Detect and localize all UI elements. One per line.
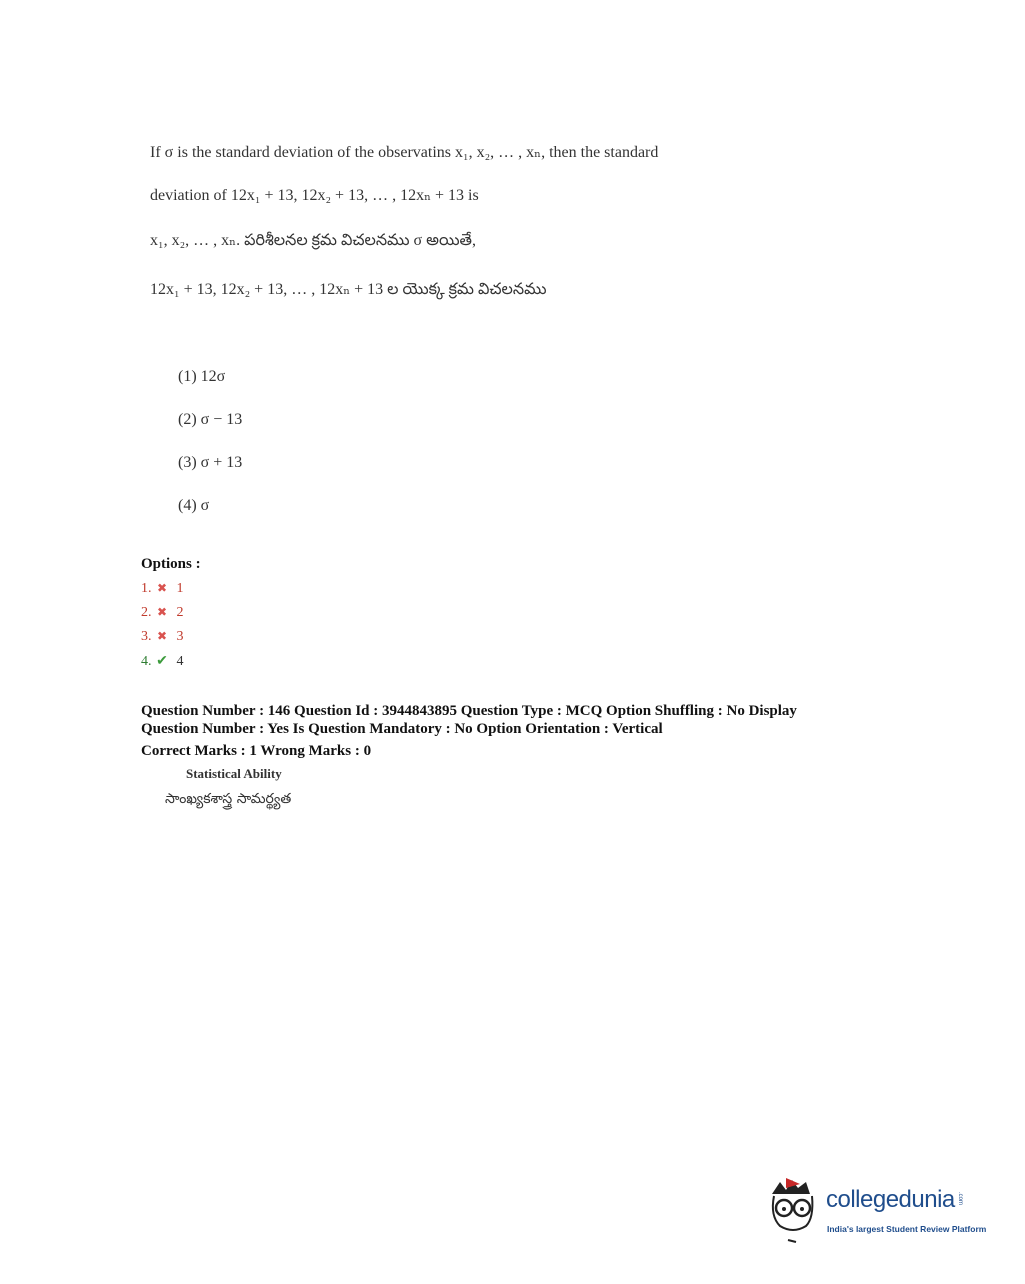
section-name-telugu: సాంఖ్యకశాస్త్ర సామర్థ్యత <box>165 791 292 807</box>
check-icon: ✔ <box>156 654 168 669</box>
answer-value: 4 <box>176 654 184 669</box>
answer-number: 3. <box>141 629 152 644</box>
answer-option-2 <box>141 605 184 621</box>
cross-icon: ✖ <box>156 605 168 619</box>
meta-line-3: Correct Marks : 1 Wrong Marks : 0 <box>141 743 372 759</box>
question-line-2: deviation of 12x₁ + 13, 12x₂ + 13, … , 12xₙ + 13 is <box>150 187 479 204</box>
choice-1: (1) 12σ <box>178 368 226 385</box>
question-line-4-telugu: 12x₁ + 13, 12x₂ + 13, … , 12xₙ + 13 ల యొక్క క్రమ విచలనము <box>150 281 547 298</box>
cross-icon: ✖ <box>156 581 168 595</box>
answer-option-4 <box>141 653 184 670</box>
answer-number: 2. <box>141 605 152 620</box>
meta-line-1: Question Number : 146 Question Id : 3944843895 Question Type : MCQ Option Shuffling : No Display <box>141 703 797 719</box>
answer-number: 1. <box>141 581 152 596</box>
question-line-1: If σ is the standard deviation of the observatins x₁, x₂, … , xₙ, then the standard <box>150 144 659 161</box>
answer-option-3 <box>141 629 184 645</box>
cross-icon: ✖ <box>156 629 168 643</box>
question-line-3-telugu: x₁, x₂, … , xₙ. పరిశీలనల క్రమ విచలనము σ అయితే, <box>150 232 476 249</box>
answer-number: 4. <box>141 654 152 669</box>
logo-tagline: India's largest Student Review Platform <box>827 1224 987 1234</box>
answer-value: 1 <box>176 581 184 596</box>
mascot-icon <box>766 1176 826 1246</box>
answer-option-1 <box>141 581 184 597</box>
collegedunia-logo <box>766 1176 996 1246</box>
options-title: Options : <box>141 556 201 572</box>
logo-suffix: .com <box>957 1192 963 1206</box>
logo-wordmark: collegedunia <box>826 1186 955 1213</box>
answer-value: 2 <box>176 605 184 620</box>
choice-3: (3) σ + 13 <box>178 454 243 471</box>
section-name: Statistical Ability <box>186 766 282 781</box>
answer-value: 3 <box>176 629 184 644</box>
choice-4: (4) σ <box>178 497 210 514</box>
meta-line-2: Question Number : Yes Is Question Mandatory : No Option Orientation : Vertical <box>141 721 663 737</box>
choice-2: (2) σ − 13 <box>178 411 243 428</box>
